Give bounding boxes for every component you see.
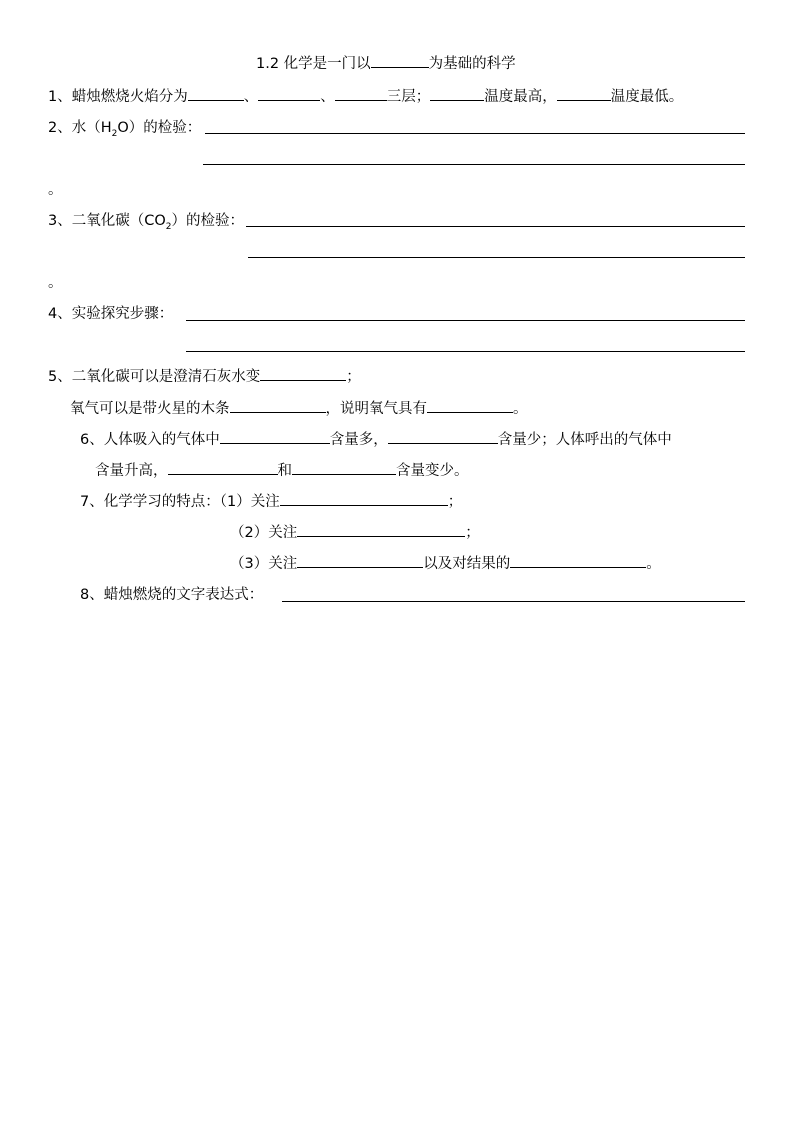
q5-line1-post: ； <box>346 369 361 385</box>
q6-line2-mid: 和 <box>277 463 292 479</box>
q2-text-post: O）的检验： <box>117 120 202 136</box>
title-blank[interactable] <box>371 53 429 68</box>
q1-blank-4[interactable] <box>430 86 484 101</box>
question-5-line-1 <box>48 366 361 387</box>
q2-answer-line-2[interactable] <box>203 164 745 165</box>
q7-p2-end: ； <box>465 525 480 541</box>
worksheet-title <box>256 53 516 74</box>
q2-subscript: 2 <box>111 128 118 139</box>
q4-answer-line-2[interactable] <box>186 351 745 352</box>
q3-answer-line-2[interactable] <box>248 257 745 258</box>
q7-p3: （3）关注 <box>230 556 298 572</box>
q1-text1: 1、蜡烛燃烧火焰分为 <box>48 89 188 105</box>
q7-pre: 7、化学学习的特点：（1）关注 <box>80 494 280 510</box>
title-post: 为基础的科学 <box>428 56 516 72</box>
q3-answer-line-1[interactable] <box>246 226 745 227</box>
question-7-line-2 <box>230 522 480 543</box>
q3-end: 。 <box>48 275 63 291</box>
q5-blank-3[interactable] <box>427 398 513 413</box>
q3-text-pre: 3、二氧化碳（CO <box>48 213 166 229</box>
q5-line2-pre: 氧气可以是带火星的木条 <box>70 401 230 417</box>
question-2 <box>48 118 201 138</box>
q6-line1-pre: 6、人体吸入的气体中 <box>80 432 220 448</box>
question-6-line-2 <box>95 460 469 481</box>
q5-blank-2[interactable] <box>230 398 326 413</box>
q8-answer-line[interactable] <box>282 601 745 602</box>
question-7-line-3 <box>230 553 661 574</box>
q6-line1-mid: 含量多， <box>329 432 388 448</box>
q6-blank-2[interactable] <box>388 429 498 444</box>
question-6-line-1 <box>80 429 672 450</box>
q7-p1-end: ； <box>447 494 463 510</box>
q7-p2: （2）关注 <box>230 525 298 541</box>
q5-line1-pre: 5、二氧化碳可以是澄清石灰水变 <box>48 369 261 385</box>
q1-blank-5[interactable] <box>557 86 611 101</box>
q4-text: 4、实验探究步骤： <box>48 306 174 322</box>
q3-subscript: 2 <box>165 221 172 232</box>
q1-sep1: 、 <box>243 89 259 105</box>
question-5-line-2 <box>70 398 528 419</box>
question-3 <box>48 211 244 231</box>
q1-blank-1[interactable] <box>188 86 244 101</box>
q1-text2: 三层； <box>386 89 431 105</box>
q6-line2-pre: 含量升高， <box>95 463 168 479</box>
q7-blank-4[interactable] <box>510 553 646 568</box>
q6-line2-post: 含量变少。 <box>396 463 469 479</box>
q1-sep2: 、 <box>320 89 335 105</box>
q7-p3-mid: 以及对结果的 <box>423 556 511 572</box>
q6-line1-post: 含量少；人体呼出的气体中 <box>497 432 672 448</box>
question-8 <box>80 585 263 605</box>
title-pre: 1.2 化学是一门以 <box>256 56 371 72</box>
q5-line2-mid: ，说明氧气具有 <box>325 401 427 417</box>
question-1 <box>48 86 683 107</box>
q8-text: 8、蜡烛燃烧的文字表达式： <box>80 587 264 603</box>
q7-blank-2[interactable] <box>297 522 465 537</box>
q7-p3-end: 。 <box>646 556 661 572</box>
question-4 <box>48 304 173 324</box>
q1-blank-2[interactable] <box>258 86 320 101</box>
q1-blank-3[interactable] <box>335 86 387 101</box>
q5-blank-1[interactable] <box>260 366 346 381</box>
q5-line2-post: 。 <box>513 401 528 417</box>
q2-end: 。 <box>48 182 63 198</box>
q1-text4: 温度最低。 <box>610 89 684 105</box>
q7-blank-3[interactable] <box>297 553 423 568</box>
q4-answer-line-1[interactable] <box>186 320 745 321</box>
q6-blank-1[interactable] <box>220 429 330 444</box>
q2-answer-line-1[interactable] <box>205 133 745 134</box>
q6-blank-4[interactable] <box>292 460 396 475</box>
q1-text3: 温度最高， <box>484 89 557 105</box>
q7-blank-1[interactable] <box>280 491 448 506</box>
q3-text-post: ）的检验： <box>171 213 244 229</box>
question-7-line-1 <box>80 491 462 512</box>
q2-text-pre: 2、水（H <box>48 120 112 136</box>
q6-blank-3[interactable] <box>168 460 278 475</box>
